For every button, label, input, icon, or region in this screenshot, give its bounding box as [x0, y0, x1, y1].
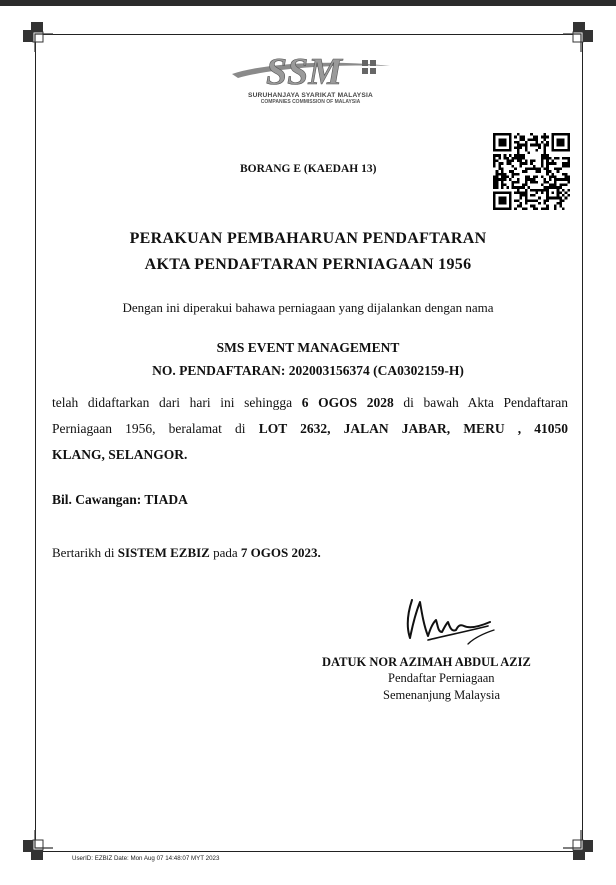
certificate-title-line1: PERAKUAN PEMBAHARUAN PENDAFTARAN [129, 230, 487, 247]
corner-ornament-top-right [557, 22, 593, 58]
issue-statement: Bertarikh di SISTEM EZBIZ pada 7 OGOS 2023. [52, 545, 321, 560]
svg-text:SSM: SSM [266, 51, 343, 92]
business-name: SMS EVENT MANAGEMENT [216, 340, 400, 355]
corner-ornament-bottom-right [557, 824, 593, 860]
issue-date: 7 OGOS 2023. [240, 545, 321, 560]
certification-intro: Dengan ini diperakui bahawa perniagaan yang dijalankan dengan nama [122, 300, 494, 315]
logo-name-english: COMPANIES COMMISSION OF MALAYSIA [260, 99, 361, 105]
branch-count: Bil. Cawangan: TIADA [52, 492, 188, 507]
certificate-title-line2: AKTA PENDAFTARAN PERNIAGAAN 1956 [144, 256, 472, 273]
footer-user-timestamp: UserID: EZBIZ Date: Mon Aug 07 14:48:07 MYT 2023 [72, 855, 220, 862]
logo-name-malay: SURUHANJAYA SYARIKAT MALAYSIA [248, 92, 373, 99]
statement-line-3 [52, 442, 568, 468]
business-address-line1: LOT 2632, JALAN JABAR, MERU , 41050 [258, 421, 568, 436]
ssm-logo-mark [228, 48, 393, 92]
corner-ornament-top-left [23, 22, 59, 58]
top-edge-bar [0, 0, 616, 6]
registrar-title: Pendaftar Perniagaan [388, 671, 495, 685]
ssm-logo [228, 48, 393, 106]
qr-code [493, 133, 570, 210]
registrar-signature [398, 592, 498, 652]
statement-line-2: Perniagaan 1956, beralamat di LOT 2632, JALAN JABAR, MERU , 41050 [52, 421, 568, 436]
expiry-date: 6 OGOS 2028 [301, 395, 394, 410]
business-address-line2: KLANG, SELANGOR. [52, 447, 188, 462]
registration-number: NO. PENDAFTARAN: 202003156374 (CA0302159-H) [152, 363, 464, 378]
corner-ornament-bottom-left [23, 824, 59, 860]
form-code: BORANG E (KAEDAH 13) [240, 163, 377, 175]
issuing-system: SISTEM EZBIZ [117, 545, 210, 560]
registration-statement [52, 390, 568, 468]
statement-line-1: telah didaftarkan dari hari ini sehingga 6 OGOS 2028 di bawah Akta Pendaftaran [52, 395, 569, 410]
registrar-name: DATUK NOR AZIMAH ABDUL AZIZ [322, 655, 531, 669]
registrar-region: Semenanjung Malaysia [383, 688, 500, 702]
